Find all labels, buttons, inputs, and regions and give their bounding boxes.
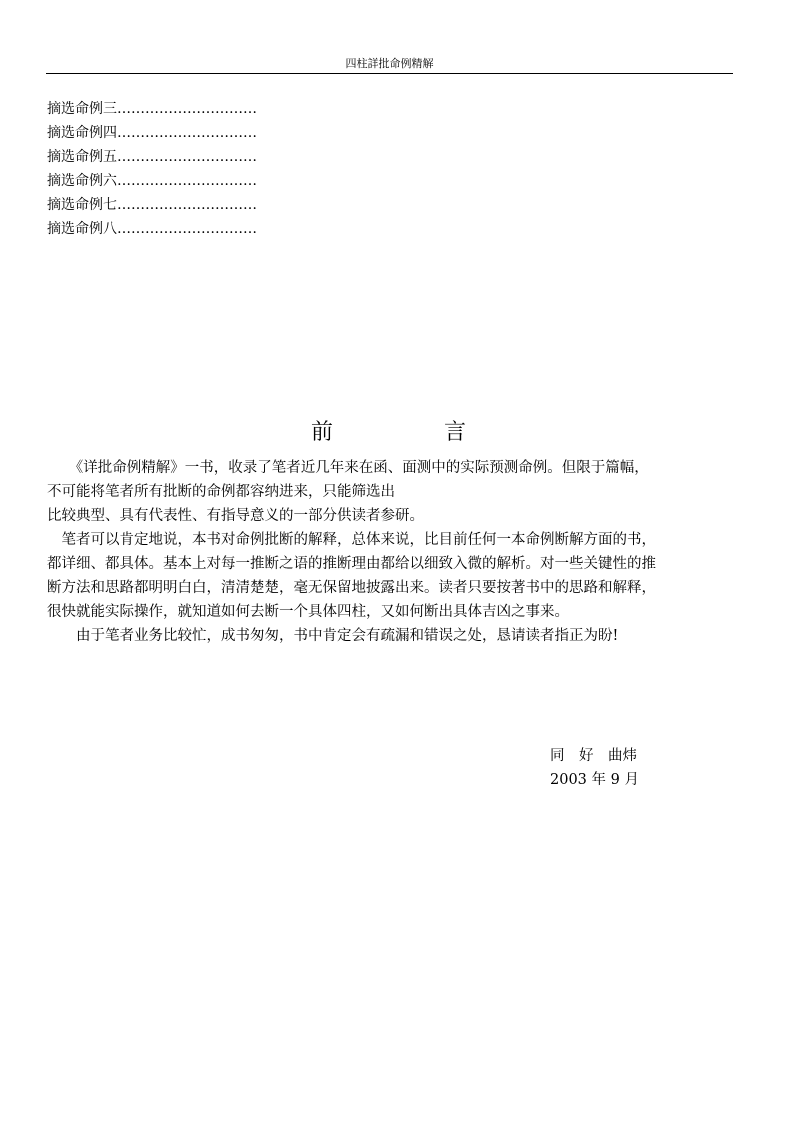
- toc-leader: …………………………: [117, 149, 257, 165]
- toc-leader: …………………………: [117, 125, 257, 141]
- header-rule: [46, 73, 733, 74]
- toc-leader: …………………………: [117, 101, 257, 117]
- toc-item: [47, 97, 447, 121]
- preface-line: 比较典型、具有代表性、有指导意义的一部分供读者参研。: [47, 508, 424, 524]
- toc-leader: …………………………: [117, 197, 257, 213]
- toc-item: [47, 121, 447, 145]
- toc-item-label: 摘选命例六: [47, 173, 117, 189]
- toc-item-label: 摘选命例四: [47, 125, 117, 141]
- toc-item-label: 摘选命例三: [47, 101, 117, 117]
- toc-item: [47, 145, 447, 169]
- preface-title-part1: 前: [311, 420, 334, 445]
- toc-item: [47, 217, 447, 241]
- preface-line: 《详批命例精解》一书，收录了笔者近几年来在函、面测中的实际预测命例。但限于篇幅，: [47, 460, 649, 476]
- preface-title-part2: 言: [444, 420, 467, 445]
- toc-item: [47, 169, 447, 193]
- preface-body: [47, 456, 737, 648]
- table-of-contents: [47, 97, 447, 241]
- toc-leader: …………………………: [117, 221, 257, 237]
- preface-line: 不可能将笔者所有批断的命例都容纳进来，只能筛选出: [47, 484, 395, 500]
- preface-line: 断方法和思路都明明白白，清清楚楚，毫无保留地披露出来。读者只要按著书中的思路和解释，: [47, 580, 656, 596]
- signature-block: [550, 744, 639, 792]
- signature-date: 2003 年 9 月: [550, 772, 639, 788]
- running-head: 四柱詳批命例精解: [345, 57, 434, 70]
- toc-item-label: 摘选命例八: [47, 221, 117, 237]
- preface-line: 由于笔者业务比较忙，成书匆匆，书中肯定会有疏漏和错误之处，恳请读者指正为盼!: [47, 628, 619, 644]
- preface-line: 很快就能实际操作，就知道如何去断一个具体四柱，又如何断出具体吉凶之事来。: [47, 604, 569, 620]
- author-name: 同 好 曲炜: [550, 748, 637, 764]
- toc-leader: …………………………: [117, 173, 257, 189]
- toc-item-label: 摘选命例七: [47, 197, 117, 213]
- preface-line: 笔者可以肯定地说，本书对命例批断的解释，总体来说，比目前任何一本命例断解方面的书，: [47, 532, 656, 548]
- toc-item: [47, 193, 447, 217]
- toc-item-label: 摘选命例五: [47, 149, 117, 165]
- preface-line: 都详细、都具体。基本上对每一推断之语的推断理由都给以细致入微的解析。对一些关键性的推: [47, 556, 656, 572]
